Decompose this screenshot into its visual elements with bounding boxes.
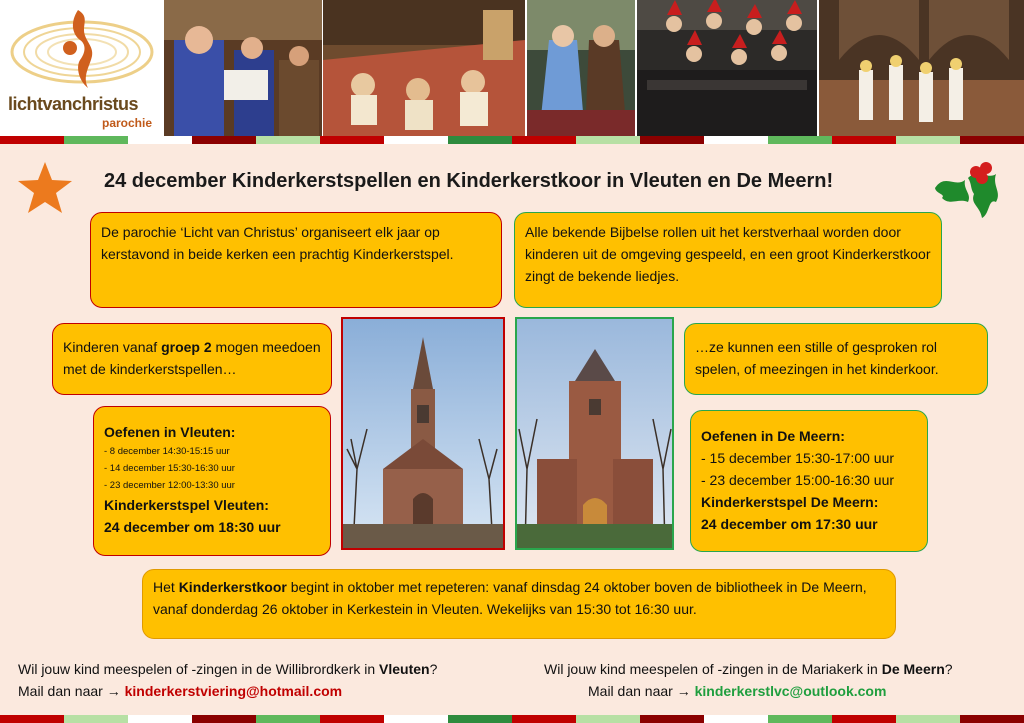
footer-vleuten: [18, 658, 437, 702]
intro-box: [90, 212, 502, 308]
roles-box: [514, 212, 942, 308]
groep-text-post: mogen meedoen met de kinderkerstspellen…: [63, 339, 321, 377]
footer-demeern-mail-label: Mail dan naar: [588, 683, 677, 699]
vleuten-spel-label: Kinderkerstspel Vleuten:: [104, 497, 269, 513]
header-banner: [0, 0, 1024, 136]
star-icon: [16, 160, 74, 216]
kinderkerstkoor-box: [142, 569, 896, 639]
footer-demeern-q-pre: Wil jouw kind meespelen of -zingen in de Mariakerk in: [544, 661, 882, 677]
koor-text-post: begint in oktober met repeteren: vanaf dinsdag 24 oktober boven de bibliotheek in De Meern, vanaf donderdag 26 oktober in Kerkestein in Vleuten. Wekelijks van 15:30 tot 16:30 uur.: [153, 579, 867, 617]
vleuten-date-3: - 23 december 12:00-13:30 uur: [104, 480, 235, 491]
photo-mary-joseph: [527, 0, 635, 136]
footer-vleuten-q-post: ?: [429, 661, 438, 677]
demeern-email-link[interactable]: kinderkerstlvc@outlook.com: [694, 683, 887, 699]
arrow-right-icon: →: [676, 683, 691, 699]
demeern-heading: Oefenen in De Meern:: [701, 428, 845, 444]
footer-vleuten-mail-line: [18, 680, 437, 702]
vleuten-heading: Oefenen in Vleuten:: [104, 424, 236, 440]
intro-text: De parochie ‘Licht van Christus’ organiseert elk jaar op kerstavond in beide kerken een prachtig Kinderkerstspel.: [101, 224, 454, 262]
logo-brand-text: lichtvanchristus: [8, 94, 139, 114]
top-decorative-stripe: [0, 136, 1024, 144]
groep-text-pre: Kinderen vanaf: [63, 339, 162, 355]
footer-vleuten-q-bold: Vleuten: [379, 661, 430, 677]
photo-angels-church: [819, 0, 1024, 136]
groep-box: [52, 323, 332, 395]
demeern-spel-date: 24 december om 17:30 uur: [701, 516, 878, 532]
willibrordkerk-photo: [341, 317, 505, 550]
footer-vleuten-q-pre: Wil jouw kind meespelen of -zingen in de Willibrordkerk in: [18, 661, 380, 677]
stille-box: [684, 323, 988, 395]
vleuten-email-link[interactable]: kinderkerstviering@hotmail.com: [124, 683, 343, 699]
logo-sub-text: parochie: [101, 116, 152, 130]
demeern-date-2: - 23 december 15:00-16:30 uur: [701, 472, 895, 488]
mariakerk-photo: [515, 317, 674, 550]
flame-logo-icon: [0, 0, 162, 100]
demeern-spel-label: Kinderkerstspel De Meern:: [701, 494, 879, 510]
holly-icon: [930, 158, 1006, 222]
demeern-schedule-box: [690, 410, 928, 552]
roles-text: Alle bekende Bijbelse rollen uit het kerstverhaal worden door kinderen uit de omgeving gespeeld, en een groot Kinderkerstkoor zingt de bekende liedjes.: [525, 224, 931, 284]
groep-text-bold: groep 2: [161, 339, 212, 355]
footer-demeern-q-bold: De Meern: [881, 661, 945, 677]
parish-logo[interactable]: [0, 0, 162, 136]
footer-demeern: [544, 658, 953, 702]
footer-vleuten-mail-label: Mail dan naar: [18, 683, 107, 699]
vleuten-date-1: - 8 december 14:30-15:15 uur: [104, 446, 230, 457]
vleuten-spel-date: 24 december om 18:30 uur: [104, 519, 281, 535]
photo-children-choir: [637, 0, 817, 136]
stille-text: …ze kunnen een stille of gesproken rol spelen, of meezingen in het kinderkoor.: [695, 339, 939, 377]
bottom-decorative-stripe: [0, 715, 1024, 723]
photo-children-on-floor: [323, 0, 525, 136]
footer-demeern-question: [544, 658, 953, 680]
photo-children-costumes: [164, 0, 322, 136]
arrow-right-icon: →: [106, 683, 121, 699]
koor-text-pre: Het: [153, 579, 179, 595]
footer-demeern-q-post: ?: [944, 661, 953, 677]
koor-text-bold: Kinderkerstkoor: [178, 579, 287, 595]
page-title: 24 december Kinderkerstspellen en Kinderkerstkoor in Vleuten en De Meern!: [104, 170, 834, 192]
footer-demeern-mail-line: [544, 680, 953, 702]
vleuten-schedule-box: [93, 406, 331, 556]
demeern-date-1: - 15 december 15:30-17:00 uur: [701, 450, 895, 466]
vleuten-date-2: - 14 december 15:30-16:30 uur: [104, 463, 235, 474]
footer-vleuten-question: [18, 658, 437, 680]
